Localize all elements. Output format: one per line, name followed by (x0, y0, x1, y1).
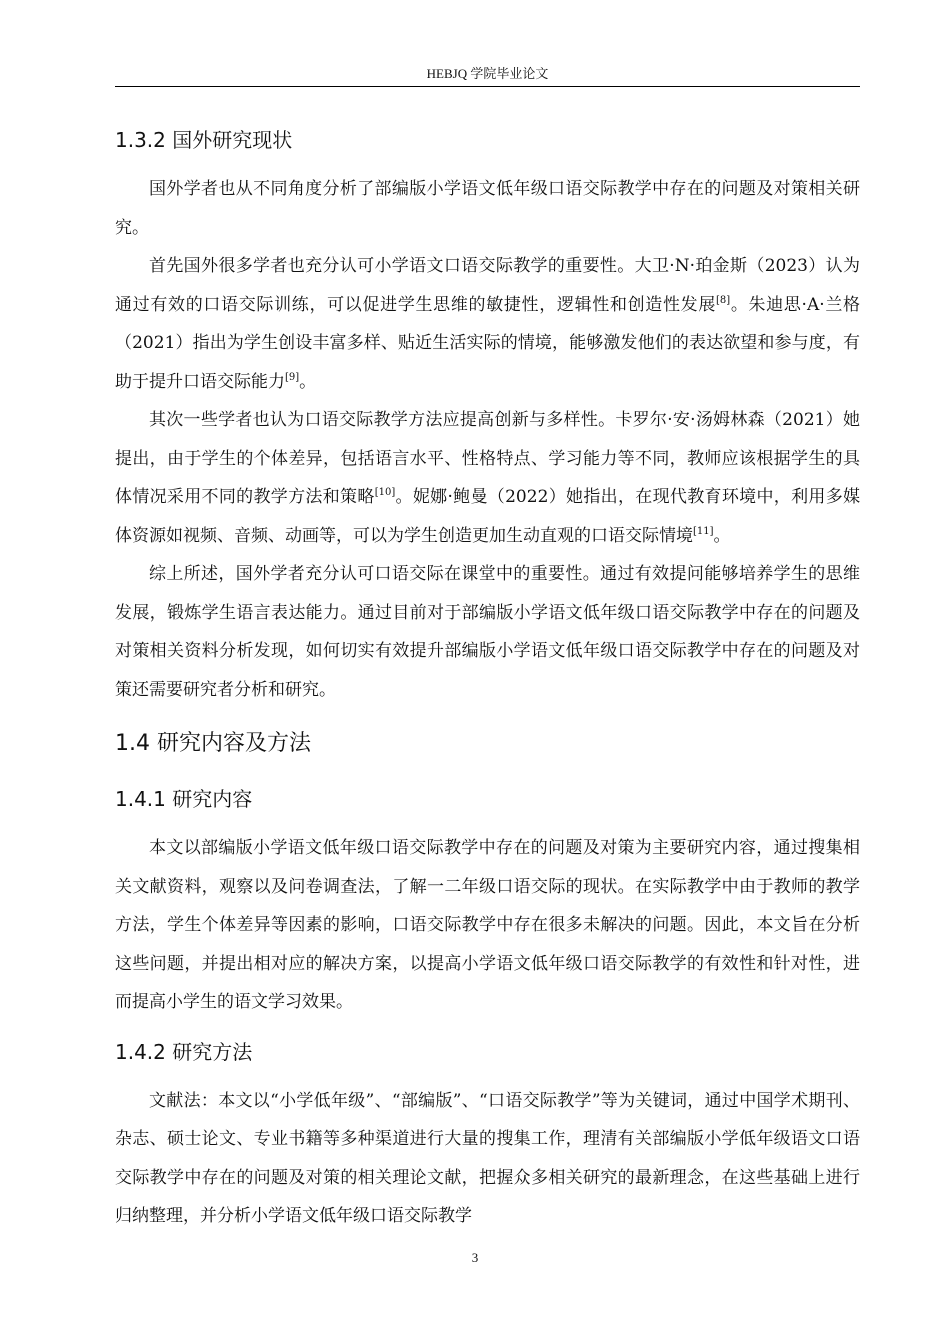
paragraph-text: 。 (299, 371, 317, 392)
paragraph (115, 247, 860, 401)
paragraph-text: 。朱迪思·A·兰格（2021）指出为学生创设丰富多样、贴近生活实际的情境，能够激发他们的表达欲望和参与度，有助于提升口语交际能力 (115, 294, 860, 392)
citation-ref: [9] (285, 371, 300, 383)
citation-ref: [11] (693, 525, 714, 537)
paragraph: 综上所述，国外学者充分认可口语交际在课堂中的重要性。通过有效提问能够培养学生的思维发展，锻炼学生语言表达能力。通过目前对于部编版小学语文低年级口语交际教学中存在的问题及对策相关资料分析发现，如何切实有效提升部编版小学语文低年级口语交际教学中存在的问题及对策还需要研究者分析和研究。 (115, 564, 860, 700)
section-heading-1-4-2: 1.4.2 研究方法 (115, 1039, 253, 1064)
paragraph-text: 。 (713, 525, 731, 546)
paragraph-text: 首先国外很多学者也充分认可小学语文口语交际教学的重要性。大卫·N·珀金斯（2023）认为通过有效的口语交际训练，可以促进学生思维的敏捷性，逻辑性和创造性发展 (115, 256, 860, 315)
section-heading-1-4: 1.4 研究内容及方法 (115, 731, 311, 756)
paragraph: 国外学者也从不同角度分析了部编版小学语文低年级口语交际教学中存在的问题及对策相关研究。 (115, 179, 860, 238)
paragraph-text: 。妮娜·鲍曼（2022）她指出，在现代教育环境中，利用多媒体资源如视频、音频、动画等，可以为学生创造更加生动直观的口语交际情境 (115, 487, 861, 546)
paragraph: 文献法：本文以“小学低年级”、“部编版”、“口语交际教学”等为关键词，通过中国学术期刊、杂志、硕士论文、专业书籍等多种渠道进行大量的搜集工作，理清有关部编版小学低年级语文口语交际教学中存在的问题及对策的相关理论文献，把握众多相关研究的最新理念，在这些基础上进行归纳整理，并分析小学语文低年级口语交际教学 (115, 1090, 860, 1226)
paragraph-text: 其次一些学者也认为口语交际教学方法应提高创新与多样性。卡罗尔·安·汤姆林森（2021）她提出，由于学生的个体差异，包括语言水平、性格特点、学习能力等不同，教师应该根据学生的具体情况采用不同的教学方法和策略 (115, 410, 860, 507)
page-header (115, 64, 860, 87)
paragraph (115, 401, 860, 555)
page-number: 3 (471, 1250, 479, 1265)
section-heading-1-3-2: 1.3.2 国外研究现状 (115, 128, 293, 152)
header-title: HEBJQ 学院毕业论文 (426, 66, 549, 81)
paragraph: 本文以部编版小学语文低年级口语交际教学中存在的问题及对策为主要研究内容，通过搜集相关文献资料，观察以及问卷调查法，了解一二年级口语交际的现状。在实际教学中由于教师的教学方法，学生个体差异等因素的影响，口语交际教学中存在很多未解决的问题。因此，本文旨在分析这些问题，并提出相对应的解决方案，以提高小学语文低年级口语交际教学的有效性和针对性，进而提高小学生的语文学习效果。 (115, 838, 860, 1012)
section-heading-1-4-1: 1.4.1 研究内容 (115, 787, 253, 811)
page-content (115, 120, 860, 1236)
citation-ref: [10] (374, 487, 396, 498)
citation-ref: [8] (716, 294, 731, 306)
